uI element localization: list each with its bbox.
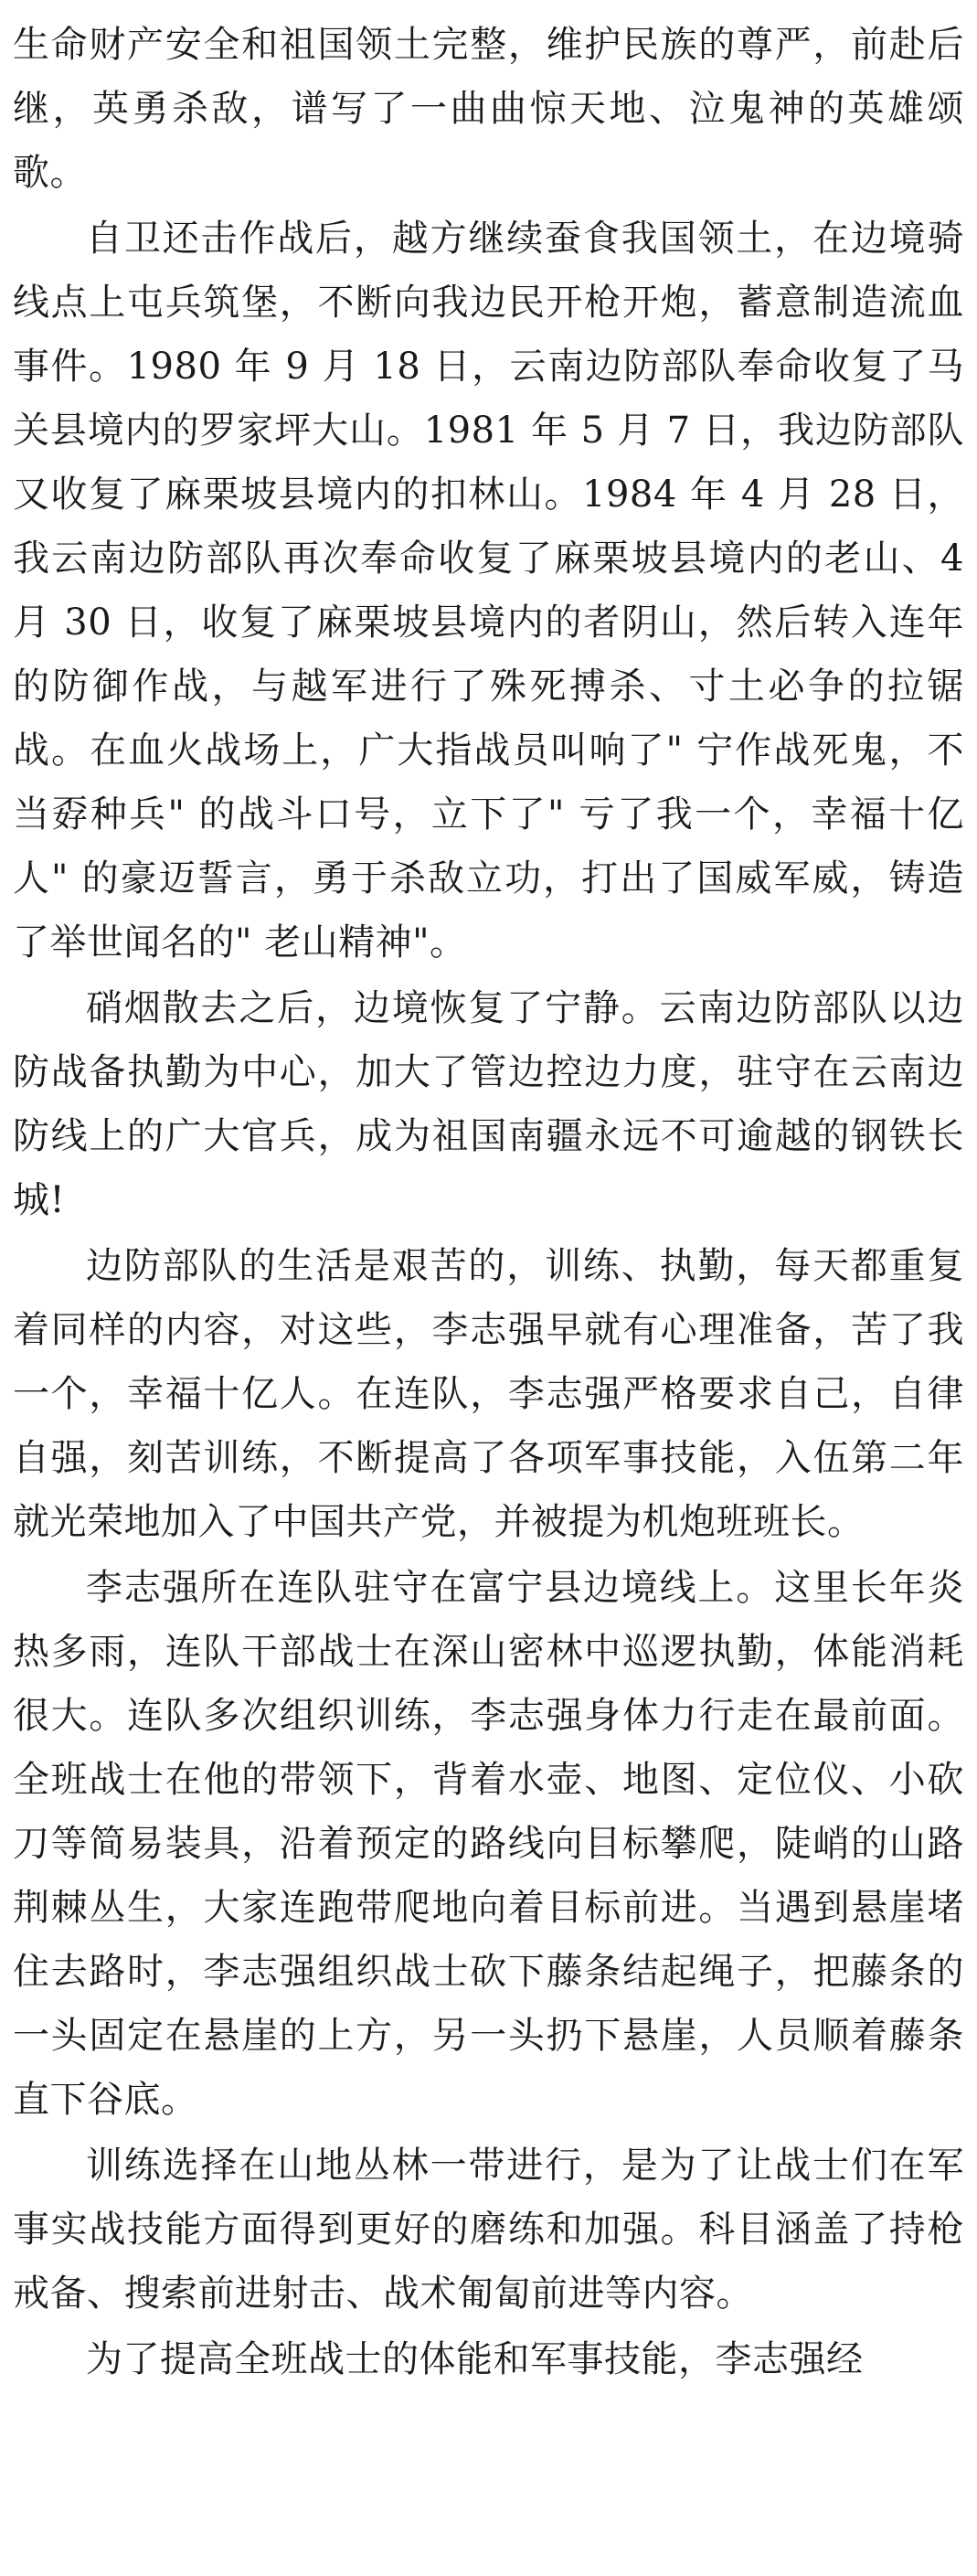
- paragraph-6: 训练选择在山地丛林一带进行，是为了让战士们在军事实战技能方面得到更好的磨练和加强。科目涵盖了持枪戒备、搜索前进射击、战术匍匐前进等内容。: [13, 2145, 964, 2315]
- paragraph-1: 生命财产安全和祖国领土完整，维护民族的尊严，前赴后继，英勇杀敌，谱写了一曲曲惊天地、泣鬼神的英雄颂歌。: [13, 24, 964, 194]
- paragraph-7: 为了提高全班战士的体能和军事技能，李志强经: [86, 2338, 864, 2380]
- paragraph-5: 李志强所在连队驻守在富宁县边境线上。这里长年炎热多雨，连队干部战士在深山密林中巡逻执勤，体能消耗很大。连队多次组织训练，李志强身体力行走在最前面。全班战士在他的带领下，背着水壶、地图、定位仪、小砍刀等简易装具，沿着预定的路线向目标攀爬，陡峭的山路荆棘丛生，大家连跑带爬地向着目标前进。当遇到悬崖堵住去路时，李志强组织战士砍下藤条结起绳子，把藤条的一头固定在悬崖的上方，另一头扔下悬崖，人员顺着藤条直下谷底。: [13, 1567, 964, 2121]
- paragraph-2: 自卫还击作战后，越方继续蚕食我国领土，在边境骑线点上屯兵筑堡，不断向我边民开枪开炮，蓄意制造流血事件。1980 年 9 月 18 日，云南边防部队奉命收复了马关县境内的罗家坪大山。1981 年 5 月 7 日，我边防部队又收复了麻栗坡县境内的扣林山。1984 年 4 月 28 日，我云南边防部队再次奉命收复了麻栗坡县境内的老山、4 月 30 日，收复了麻栗坡县境内的者阴山，然后转入连年的防御作战，与越军进行了殊死搏杀、寸土必争的拉锯战。在血火战场上，广大指战员叫响了" 宁作战死鬼，不当孬种兵" 的战斗口号，立下了" 亏了我一个，幸福十亿人" 的豪迈誓言，勇于杀敌立功，打出了国威军威，铸造了举世闻名的" 老山精神"。: [13, 218, 964, 963]
- paragraph-3: 硝烟散去之后，边境恢复了宁静。云南边防部队以边防战备执勤为中心，加大了管边控边力度，驻守在云南边防线上的广大官兵，成为祖国南疆永远不可逾越的钢铁长城!: [13, 987, 964, 1221]
- paragraph-4: 边防部队的生活是艰苦的，训练、执勤，每天都重复着同样的内容，对这些，李志强早就有心理准备，苦了我一个，幸福十亿人。在连队，李志强严格要求自己，自律自强，刻苦训练，不断提高了各项军事技能，入伍第二年就光荣地加入了中国共产党，并被提为机炮班班长。: [13, 1245, 964, 1543]
